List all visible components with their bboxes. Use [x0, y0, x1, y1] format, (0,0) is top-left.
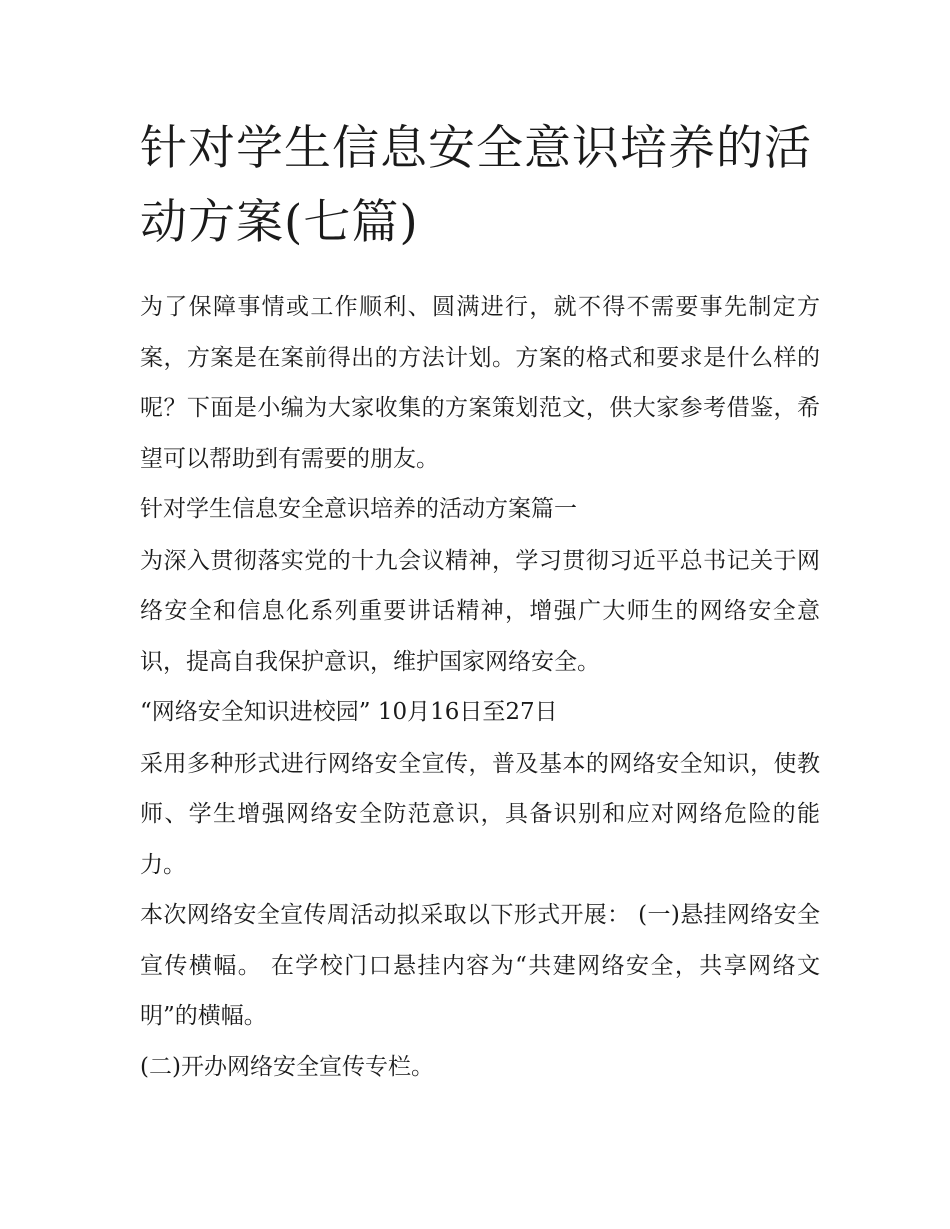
section-heading: 针对学生信息安全意识培养的活动方案篇一 — [140, 496, 577, 522]
intro-paragraph: 为了保障事情或工作顺利、圆满进行，就不得不需要事先制定方案，方案是在案前得出的方法计划。方案的格式和要求是什么样的呢？下面是小编为大家收集的方案策划范文，供大家参考借鉴，希望可以帮助到有需要的朋友。 — [140, 294, 820, 472]
body-paragraph: 为深入贯彻落实党的十九会议精神，学习贯彻习近平总书记关于网络安全和信息化系列重要讲话精神，增强广大师生的网络安全意识，提高自我保护意识，维护国家网络安全。 — [140, 547, 820, 675]
event-title-line: “网络安全知识进校园” 10月16日至27日 — [140, 699, 558, 725]
document-page — [140, 112, 820, 1092]
document-title: 针对学生信息安全意识培养的活动方案(七篇) — [140, 121, 812, 250]
body-paragraph: 采用多种形式进行网络安全宣传，普及基本的网络安全知识，使教师、学生增强网络安全防范意识，具备识别和应对网络危险的能力。 — [140, 750, 820, 878]
body-paragraph: (二)开办网络安全宣传专栏。 — [140, 1053, 434, 1080]
body-paragraph: 本次网络安全宣传周活动拟采取以下形式开展： (一)悬挂网络安全宣传横幅。 在学校门口悬挂内容为“共建网络安全，共享网络文明”的横幅。 — [140, 902, 820, 1029]
